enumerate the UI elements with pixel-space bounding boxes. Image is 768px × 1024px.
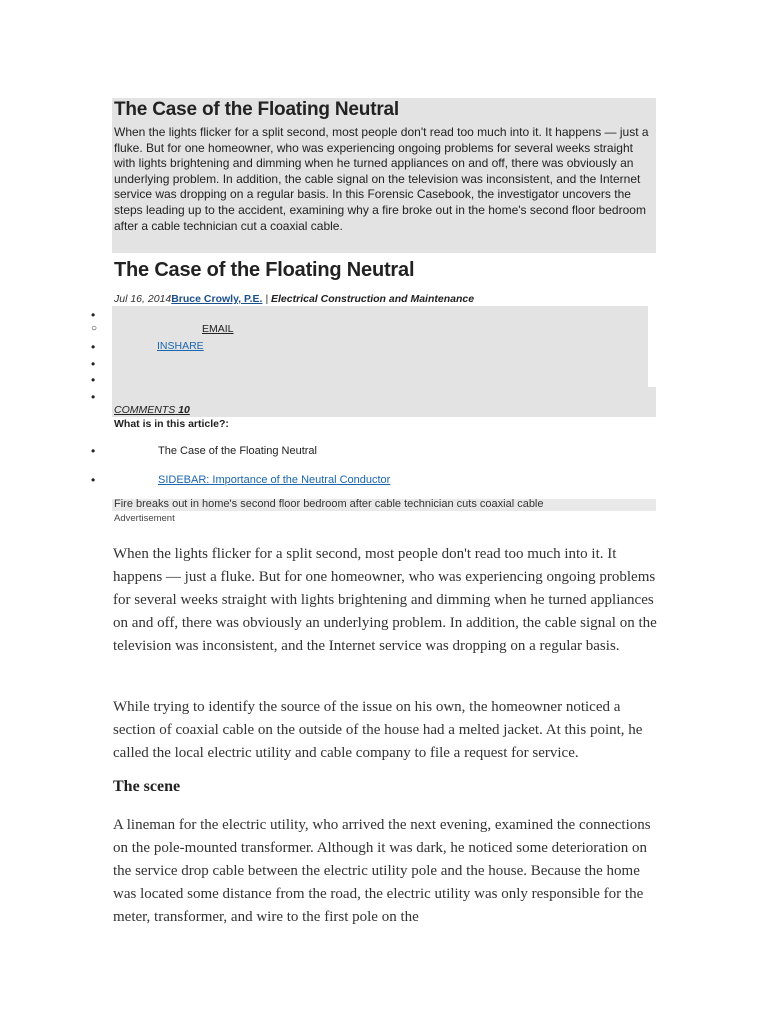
toc-bullet: • [91, 444, 96, 458]
body-paragraph: While trying to identify the source of the issue on his own, the homeowner noticed a section of coaxial cable on the outside of the house had a melted jacket. At this point, he called the local electric utility and cable company to file a request for service. [113, 699, 643, 761]
share-bullet: • [91, 340, 96, 354]
article-title: The Case of the Floating Neutral [114, 259, 415, 281]
comments-link[interactable] [114, 404, 190, 417]
comments-label: COMMENTS [114, 404, 176, 416]
publication-name: Electrical Construction and Maintenance [271, 293, 475, 305]
share-bullet: • [91, 308, 96, 322]
advertisement-label: Advertisement [114, 513, 175, 524]
byline-separator: | [262, 293, 272, 305]
email-share-button[interactable]: EMAIL [202, 323, 234, 335]
toc-item-sidebar-link[interactable]: SIDEBAR: Importance of the Neutral Conductor [158, 474, 391, 486]
share-toolbar-extension [112, 387, 656, 417]
summary-title: The Case of the Floating Neutral [114, 99, 399, 120]
inshare-button[interactable]: INSHARE [157, 340, 204, 352]
share-bullet: • [91, 357, 96, 371]
comments-count: 10 [178, 404, 190, 416]
article-date: Jul 16, 2014 [114, 293, 172, 305]
summary-box [112, 98, 656, 253]
toc-heading: What is in this article?: [114, 418, 229, 430]
body-paragraph: A lineman for the electric utility, who arrived the next evening, examined the connections on the pole-mounted transformer. Although it was dark, he noticed some deterioration on the service drop cable between the electric utility pole and the house. Because the home was located some distance from the road, the electric utility was only responsible for the meter, transformer, and wire to the first pole on the [113, 817, 651, 925]
share-bullet: • [91, 390, 96, 404]
author-link[interactable]: Bruce Crowly, P.E. [171, 293, 263, 305]
image-caption: Fire breaks out in home's second floor bedroom after cable technician cuts coaxial cable [114, 498, 544, 510]
share-bullet: • [91, 373, 96, 387]
share-bullet-hollow: ○ [91, 323, 98, 334]
toc-bullet: • [91, 473, 96, 487]
body-paragraph: When the lights flicker for a split second, most people don't read too much into it. It happens — just a fluke. But for one homeowner, who was experiencing ongoing problems for several weeks straight with lights brightening and dimming when he turned appliances on and off, there was obviously an underlying problem. In addition, the cable signal on the television was inconsistent, and the Internet service was dropping on a regular basis. [113, 546, 657, 654]
summary-text: When the lights flicker for a split second, most people don't read too much into it. It happens — just a fluke. But for one homeowner, who was experiencing ongoing problems for several weeks straight with lights brightening and dimming when he turned appliances on and off, there was obviously an underlying problem. In addition, the cable signal on the television was inconsistent, and the Internet service was dropping on a regular basis. In this Forensic Casebook, the investigator uncovers the steps leading up to the accident, examining why a fire broke out in the home's second floor bedroom after a cable technician cut a coaxial cable. [114, 125, 649, 233]
byline [114, 292, 474, 306]
toc-item-current: The Case of the Floating Neutral [158, 445, 317, 457]
section-heading: The scene [113, 778, 181, 795]
